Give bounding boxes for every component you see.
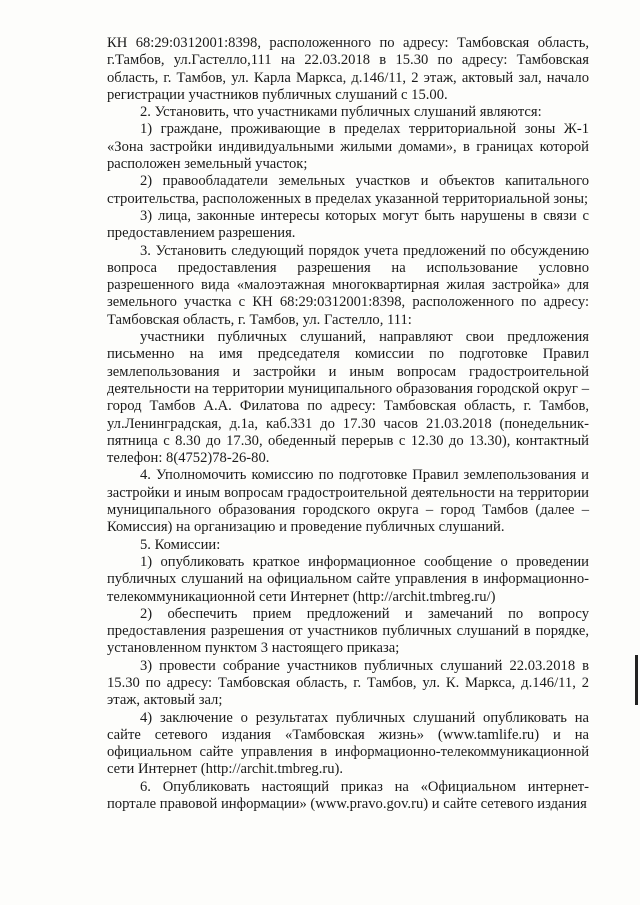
paragraph-item-6: 6. Опубликовать настоящий приказ на «Официальном интернет-портале правовой информации» (www.pravo.gov.ru) и сайте сетевого издания [107, 778, 589, 813]
scan-edge-mark [635, 655, 638, 705]
paragraph-subitem-5-3: 3) провести собрание участников публичных слушаний 22.03.2018 в 15.30 по адресу: Тамбовская область, г. Тамбов, ул. К. Маркса, д.146/11, 2 этаж, актовый зал; [107, 657, 589, 709]
paragraph-subitem-2-1: 1) граждане, проживающие в пределах территориальной зоны Ж-1 «Зона застройки индивидуальными жилыми домами», в границах которой расположен земельный участок; [107, 121, 589, 173]
paragraph-subitem-2-3: 3) лица, законные интересы которых могут быть нарушены в связи с предоставлением разрешения. [107, 207, 589, 242]
paragraph-item-3-participants: участники публичных слушаний, направляют свои предложения письменно на имя председателя комиссии по подготовке Правил землепользования и застройки и иным вопросам градостроительной деятельности на территории муниципального образования городской округ – город Тамбов А.А. Филатова по адресу: Тамбовская область, г. Тамбов, ул.Ленинградская, д.1а, каб.331 до 17.30 часов 21.03.2018 (понедельник-пятница с 8.30 до 17.30, обеденный перерыв с 12.30 до 13.30), контактный телефон: 8(4752)78-26-80. [107, 329, 589, 467]
paragraph-item-2: 2. Установить, что участниками публичных слушаний являются: [140, 104, 542, 121]
paragraph-subitem-5-1: 1) опубликовать краткое информационное сообщение о проведении публичных слушаний на официальном сайте управления в информационно-телекоммуникационной сети Интернет (http://archit.tmbreg.ru/) [107, 553, 589, 605]
paragraph-address-continuation: КН 68:29:0312001:8398, расположенного по адресу: Тамбовская область, г.Тамбов, ул.Гастелло,111 на 22.03.2018 в 15.30 по адресу: Тамбовская область, г. Тамбов, ул. Карла Маркса, д.146/11, 2 этаж, актовый зал, начало регистрации участников публичных слушаний с 15.00. [107, 35, 589, 103]
paragraph-item-3: 3. Установить следующий порядок учета предложений по обсуждению вопроса предоставления разрешения на использование условно разрешенного вида «малоэтажная многоквартирная жилая застройка» для земельного участка с КН 68:29:0312001:8398, расположенного по адресу: Тамбовская область, г. Тамбов, ул. Гастелло, 111: [107, 242, 589, 328]
paragraph-subitem-2-2: 2) правообладатели земельных участков и объектов капитального строительства, расположенных в пределах указанной территориальной зоны; [107, 173, 589, 207]
paragraph-item-5: 5. Комиссии: [140, 536, 221, 553]
document-body [107, 35, 589, 813]
paragraph-subitem-5-2: 2) обеспечить прием предложений и замечаний по вопросу предоставления разрешения от участников публичных слушаний в порядке, установленном пунктом 3 настоящего приказа; [107, 605, 589, 657]
paragraph-item-4: 4. Уполномочить комиссию по подготовке Правил землепользования и застройки и иным вопросам градостроительной деятельности на территории муниципального образования городского округа – город Тамбов (далее – Комиссия) на организацию и проведение публичных слушаний. [107, 467, 589, 536]
paragraph-subitem-5-4: 4) заключение о результатах публичных слушаний опубликовать на сайте сетевого издания «Тамбовская жизнь» (www.tamlife.ru) и на официальном сайте управления в информационно-телекоммуникационной сети Интернет (http://archit.tmbreg.ru). [107, 709, 589, 778]
